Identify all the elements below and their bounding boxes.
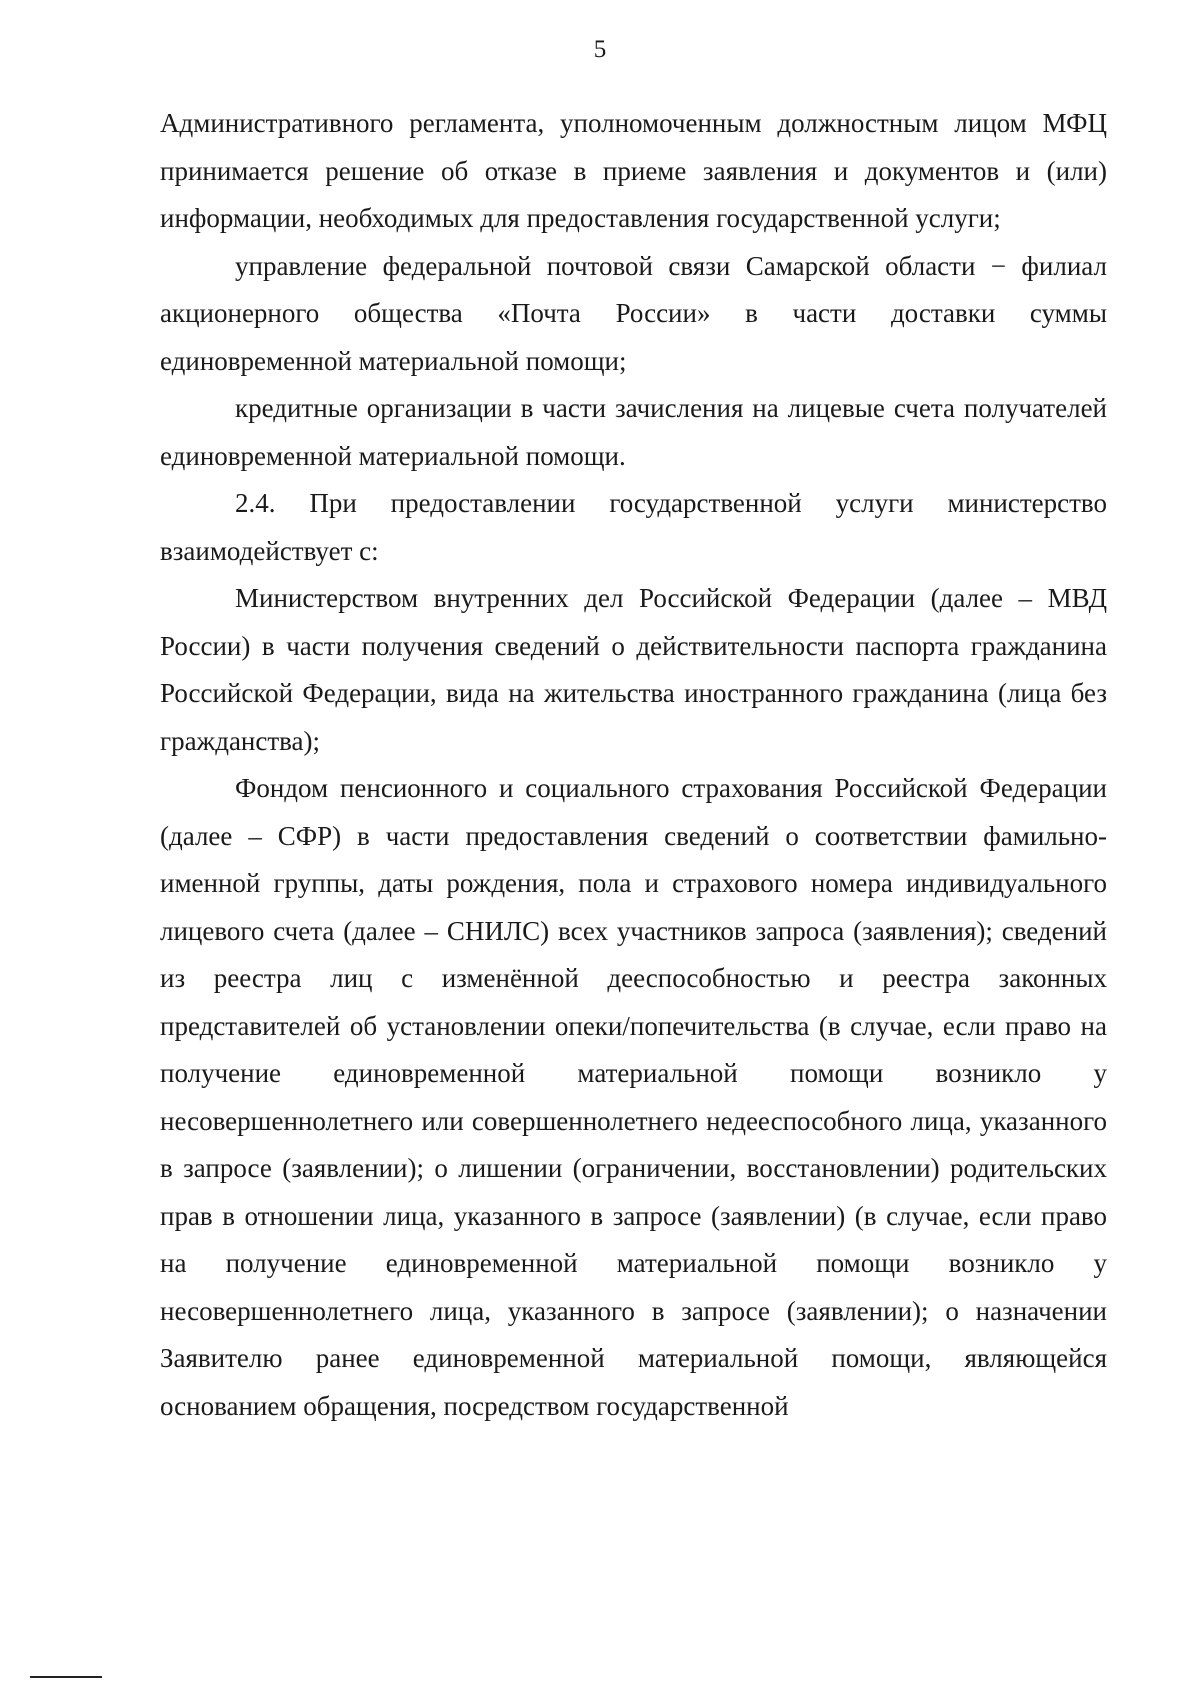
page-number: 5 (593, 36, 607, 63)
paragraph-credit-organizations: кредитные организации в части зачисления на лицевые счета получателей единовременной материальной помощи. (160, 393, 1107, 471)
paragraph-sfr: Фондом пенсионного и социального страхования Российской Федерации (далее – СФР) в части предоставления сведений о соответствии фамильно-именной группы, даты рождения, пола и страхового номера индивидуального лицевого счета (далее – СНИЛС) всех участников запроса (заявления); сведений из реестра лиц с изменённой дееспособностью и реестра законных представителей об установлении опеки/попечительства (в случае, если право на получение единовременной материальной помощи возникло у несовершеннолетнего или совершеннолетнего недееспособного лица, указанного в запросе (заявлении); о лишении (ограничении, восстановлении) родительских прав в отношении лица, указанного в запросе (заявлении) (в случае, если право на получение единовременной материальной помощи возникло у несовершеннолетнего лица, указанного в запросе (заявлении); о назначении Заявителю ранее единовременной материальной помощи, являющейся основанием обращения, посредством государственной (160, 773, 1107, 1421)
paragraph-section-2-4: 2.4. При предоставлении государственной услуги министерство взаимодействует с: (160, 488, 1107, 566)
document-body (160, 100, 1107, 1430)
scan-edge-mark (30, 1676, 102, 1678)
paragraph-mvd: Министерством внутренних дел Российской Федерации (далее – МВД России) в части получения сведений о действительности паспорта гражданина Российской Федерации, вида на жительства иностранного гражданина (лица без гражданства); (160, 583, 1107, 756)
paragraph-mfc-refusal: Административного регламента, уполномоченным должностным лицом МФЦ принимается решение об отказе в приеме заявления и документов и (или) информации, необходимых для предоставления государственной услуги; (160, 108, 1107, 233)
paragraph-post-office: управление федеральной почтовой связи Самарской области − филиал акционерного общества «Почта России» в части доставки суммы единовременной материальной помощи; (160, 250, 1107, 376)
